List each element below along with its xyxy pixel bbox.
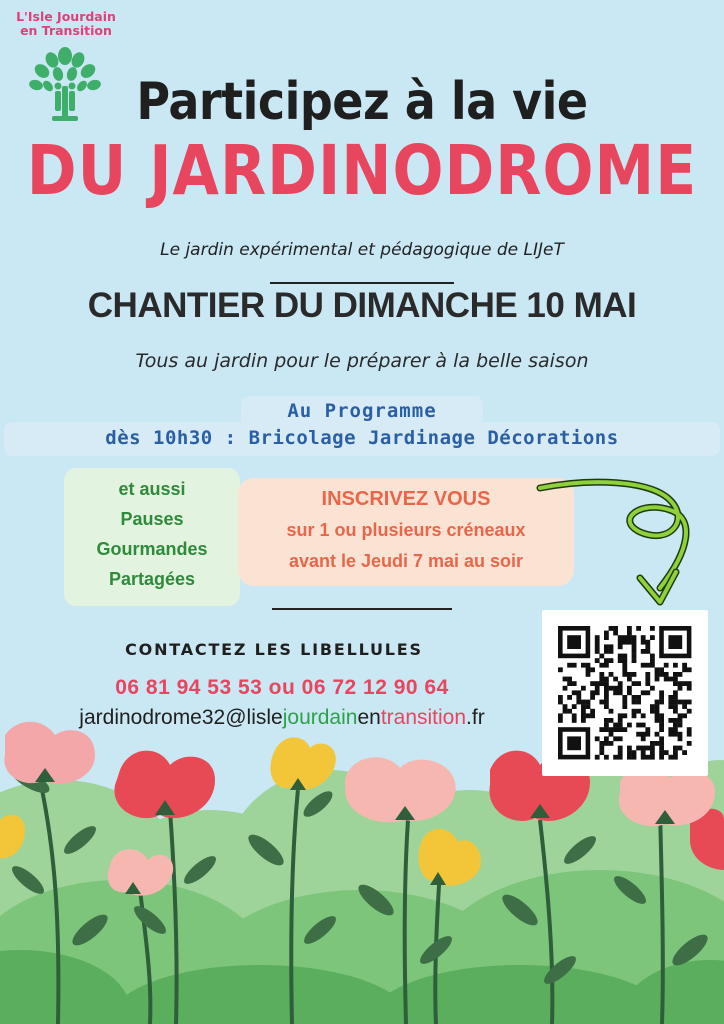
contact-title: CONTACTEZ LES LIBELLULES [125,640,423,659]
extras-line1: et aussi [118,479,186,499]
extras-line2: Pauses [120,509,184,529]
extras-line4: Partagées [108,569,196,589]
program-line: dès 10h30 : Bricolage Jardinage Décorations [105,427,619,449]
email-part2: jourdain [282,706,358,729]
extras-line3: Gourmandes [96,539,208,559]
logo-text [14,10,118,38]
page-subtitle: Le jardin expérimental et pédagogique de LIJeT [160,240,564,260]
curly-arrow-icon [520,470,720,620]
divider-top [270,282,454,284]
logo-line2: en Transition [20,23,112,38]
page-title-line1: Participez à la vie [136,70,588,132]
email-part4: transition [380,706,467,729]
page-title-line2: DU JARDINODROME [26,130,698,212]
logo-line1: L'Isle Jourdain [16,9,116,24]
event-headline: CHANTIER DU DIMANCHE 10 MAI [87,286,637,325]
email-part3: en [357,706,381,729]
email-part5: .fr [466,706,485,729]
contact-phones: 06 81 94 53 53 ou 06 72 12 90 64 [115,676,449,699]
signup-line2: sur 1 ou plusieurs créneaux [286,520,526,540]
qr-code-pattern [542,610,708,776]
signup-line3: avant le Jeudi 7 mai au soir [288,551,524,571]
extras-text [64,474,240,594]
divider-bottom [272,608,452,610]
email-part1: jardinodrome32@lisle [79,706,283,729]
event-tagline: Tous au jardin pour le préparer à la belle saison [135,350,589,372]
signup-line1: INSCRIVEZ VOUS [321,488,491,510]
qr-code[interactable] [542,610,708,776]
program-title: Au Programme [287,400,437,422]
